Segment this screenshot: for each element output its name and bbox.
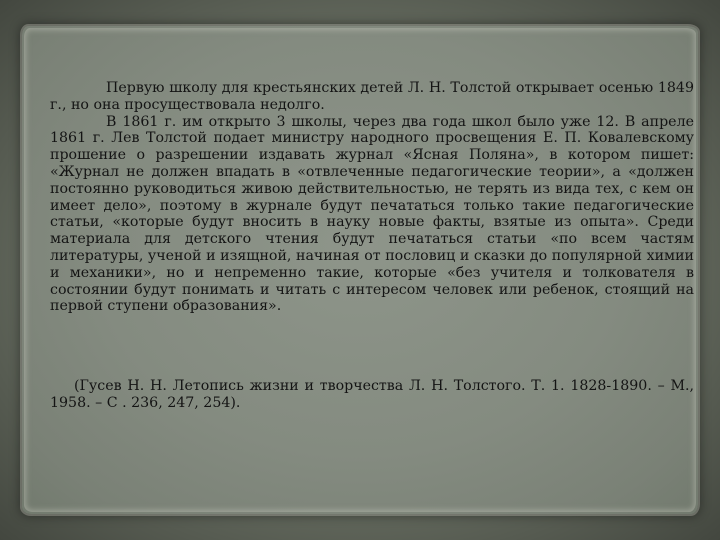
paragraph-yasnaya-polyana: В 1861 г. им открыто 3 школы, через два года школ было уже 12. В апреле 1861 г. Лев Толстой подает министру народного просвещения Е. П. Ковалевскому прошение о разрешении издавать журнал «Ясная Поляна», в котором пишет: «Журнал не должен впадать в «отвлеченные педагогические теории», а «должен постоянно руководиться живою действительностью, не терять из вида тех, с кем он имеет дело», поэтому в журнале будут печататься только такие педагогические статьи, «которые будут вносить в науку новые факты, взятые из опыта». Среди материала для детского чтения будут печататься статьи «по всем частям литературы, ученой и изящной, начиная от пословиц и сказки до популярной химии и механики», но и непременно такие, которые «без учителя и толкователя в состоянии будут понимать и читать с интересом человек или ребенок, стоящий на первой ступени образования». <box>50 113 694 315</box>
citation: (Гусев Н. Н. Летопись жизни и творчества Л. Н. Толстого. Т. 1. 1828-1890. – М., 1958. – С . 236, 247, 254). <box>50 378 694 411</box>
paragraph-first-school: Первую школу для крестьянских детей Л. Н. Толстой открывает осенью 1849 г., но она просуществовала недолго. <box>50 80 694 113</box>
body-text <box>50 80 694 315</box>
